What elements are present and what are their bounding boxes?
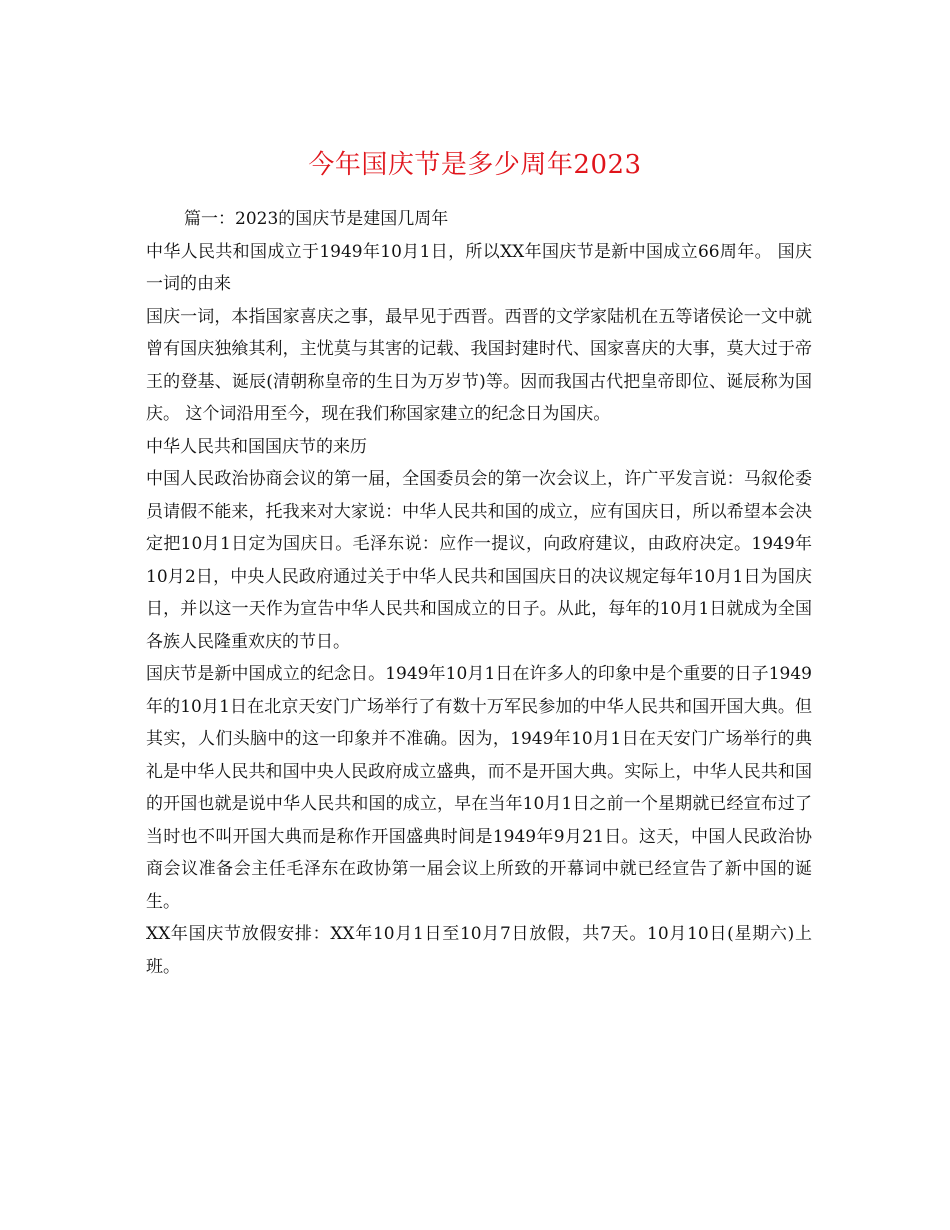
document-title: 今年国庆节是多少周年2023: [308, 150, 642, 181]
subheading: 中华人民共和国国庆节的来历: [146, 436, 367, 457]
paragraph: 国庆节是新中国成立的纪念日。1949年10月1日在许多人的印象中是个重要的日子1949年的10月1日在北京天安门广场举行了有数十万军民参加的中华人民共和国开国大典。但其实，人们头脑中的这一印象并不准确。因为，1949年10月1日在天安门广场举行的典礼是中华人民共和国中央人民政府成立盛典，而不是开国大典。实际上，中华人民共和国的开国也就是说中华人民共和国的成立，早在当年10月1日之前一个星期就已经宣布过了当时也不叫开国大典而是称作开国盛典时间是1949年9月21日。这天，中国人民政治协商会议准备会主任毛泽东在政协第一届会议上所致的开幕词中就已经宣告了新中国的诞生。: [146, 664, 812, 912]
document-body: [146, 203, 812, 983]
paragraph: 国庆一词，本指国家喜庆之事，最早见于西晋。西晋的文学家陆机在五等诸侯论一文中就曾有国庆独飨其利，主忧莫与其害的记载、我国封建时代、国家喜庆的大事，莫大过于帝王的登基、诞辰(清朝称皇帝的生日为万岁节)等。因而我国古代把皇帝即位、诞辰称为国庆。 这个词沿用至今，现在我们称国家建立的纪念日为国庆。: [146, 306, 812, 424]
paragraph: XX年国庆节放假安排：XX年10月1日至10月7日放假，共7天。10月10日(星期六)上班。: [146, 924, 812, 977]
paragraph: 中华人民共和国成立于1949年10月1日，所以XX年国庆节是新中国成立66周年。 国庆一词的由来: [146, 241, 812, 294]
paragraph: 中国人民政治协商会议的第一届，全国委员会的第一次会议上，许广平发言说：马叙伦委员请假不能来，托我来对大家说：中华人民共和国的成立，应有国庆日，所以希望本会决定把10月1日定为国庆日。毛泽东说：应作一提议，向政府建议，由政府决定。1949年10月2日，中央人民政府通过关于中华人民共和国国庆日的决议规定每年10月1日为国庆日，并以这一天作为宣告中华人民共和国成立的日子。从此，每年的10月1日就成为全国各族人民隆重欢庆的节日。: [146, 469, 812, 652]
section-heading: 篇一：2023的国庆节是建国几周年: [184, 209, 449, 229]
